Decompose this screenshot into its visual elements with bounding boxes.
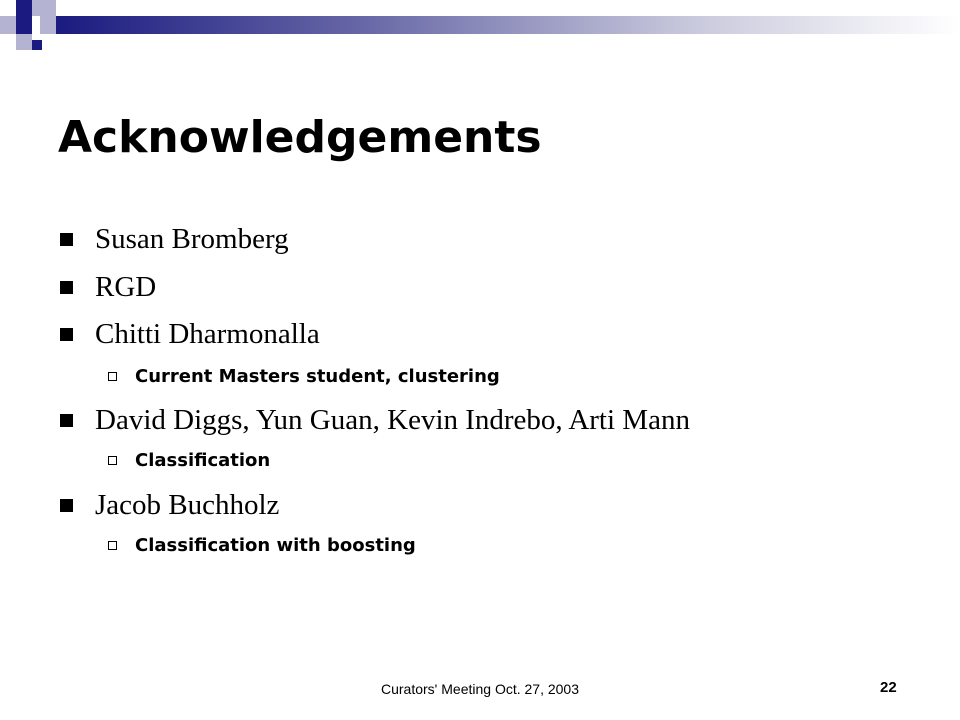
bullet-item <box>60 485 279 525</box>
footer-text: Curators' Meeting Oct. 27, 2003 <box>381 681 579 697</box>
square-bullet-icon <box>60 328 73 341</box>
bullet-text: Chitti Dharmonalla <box>95 317 320 350</box>
sub-bullet-item <box>108 447 270 473</box>
page-number: 22 <box>880 679 897 696</box>
bullet-item <box>60 400 690 440</box>
sub-bullet-item <box>108 363 500 389</box>
header-gradient-bar <box>56 16 960 34</box>
bullet-text: Jacob Buchholz <box>95 488 280 521</box>
header-square-dark-2 <box>16 16 32 34</box>
header-square-light-4 <box>16 34 32 50</box>
sub-bullet-text: Classification <box>135 449 271 471</box>
bullet-item <box>60 267 156 307</box>
header-square-dark-1 <box>16 0 32 16</box>
slide-title: Acknowledgements <box>58 112 542 163</box>
bullet-item <box>60 314 320 354</box>
bullet-text: RGD <box>95 270 157 303</box>
bullet-text: David Diggs, Yun Guan, Kevin Indrebo, Arti Mann <box>95 403 690 436</box>
bullet-text: Susan Bromberg <box>95 222 289 255</box>
hollow-square-bullet-icon <box>108 456 117 465</box>
hollow-square-bullet-icon <box>108 541 117 550</box>
header-square-dark-3 <box>32 40 42 50</box>
sub-bullet-item <box>108 532 416 558</box>
header-square-light-2 <box>0 16 16 34</box>
hollow-square-bullet-icon <box>108 372 117 381</box>
sub-bullet-text: Current Masters student, clustering <box>135 365 500 387</box>
square-bullet-icon <box>60 281 73 294</box>
bullet-item <box>60 219 289 259</box>
header-square-light-1 <box>32 0 56 16</box>
square-bullet-icon <box>60 414 73 427</box>
header-square-light-3 <box>40 16 56 34</box>
square-bullet-icon <box>60 499 73 512</box>
square-bullet-icon <box>60 233 73 246</box>
sub-bullet-text: Classification with boosting <box>135 534 416 556</box>
